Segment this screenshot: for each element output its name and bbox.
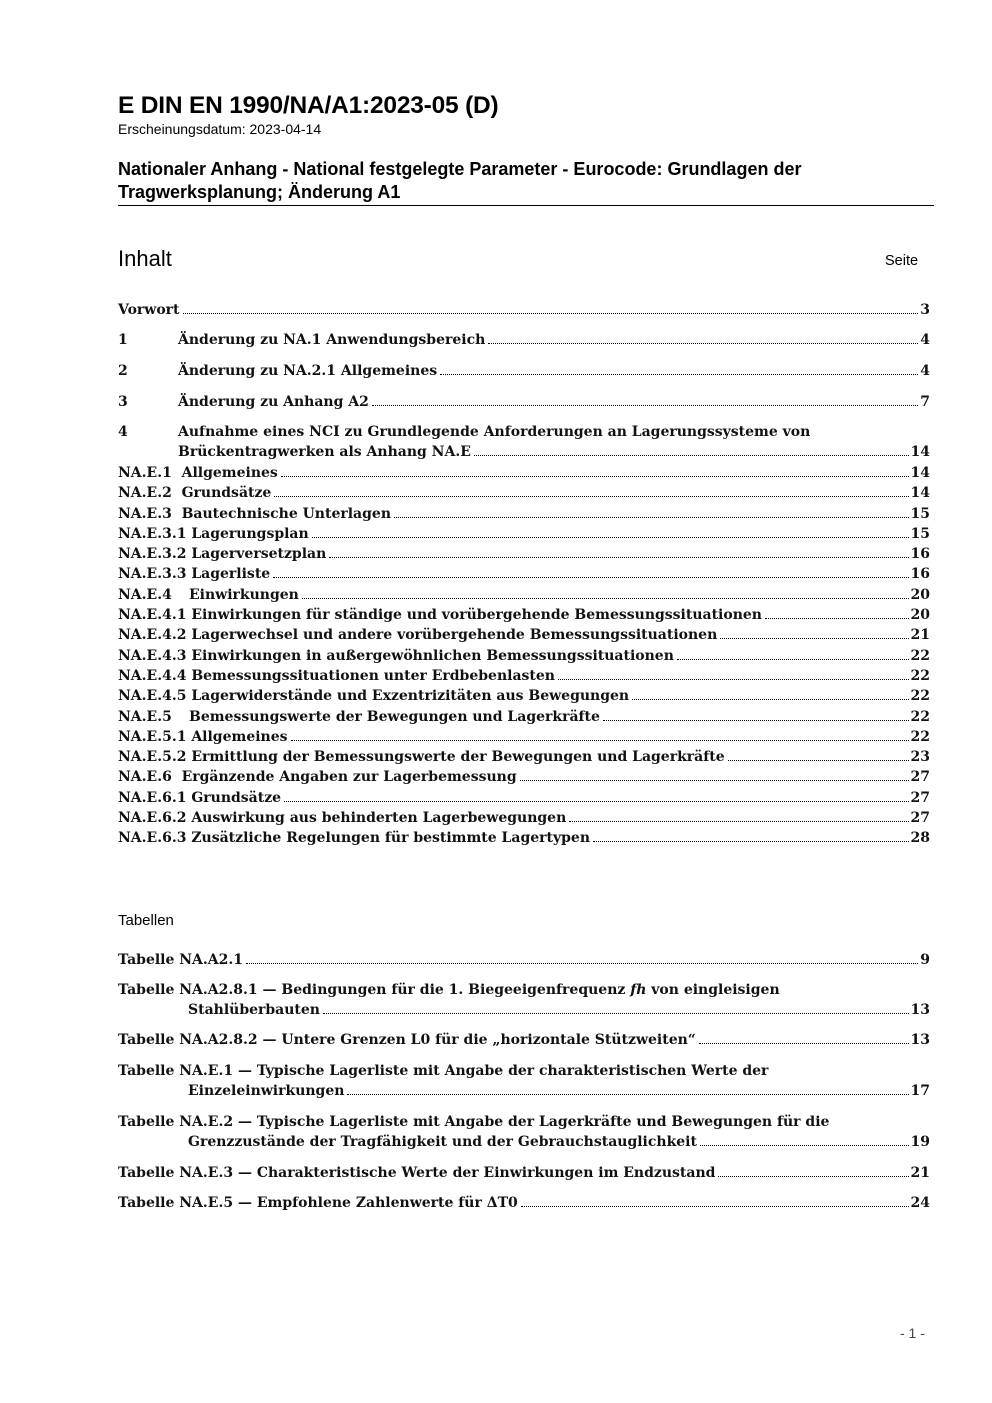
leader-dots <box>329 557 908 558</box>
toc-label: Einwirkungen <box>189 586 299 603</box>
leader-dots <box>521 1206 909 1207</box>
subtitle-line-1: Nationaler Anhang - National festgelegte Parameter - Eurocode: Grundlagen der <box>118 159 802 179</box>
toc-entry-na-e-4-4[interactable] <box>118 668 930 688</box>
toc-number: NA.E.6 <box>118 769 172 786</box>
toc-number: NA.E.5.1 <box>118 728 187 745</box>
toc-page: 22 <box>910 708 930 725</box>
toc-label: Bemessungssituationen unter Erdbebenlasten <box>191 667 555 684</box>
leader-dots <box>488 343 918 344</box>
table-entry-a2-8-2[interactable] <box>118 1032 930 1052</box>
leader-dots <box>274 496 908 497</box>
symbol-fh: fh <box>630 982 647 998</box>
toc-label: Änderung zu NA.1 Anwendungsbereich <box>178 332 486 348</box>
toc-page: 20 <box>910 586 930 603</box>
toc-page: 22 <box>910 667 930 684</box>
leader-dots <box>474 455 909 456</box>
table-page: 17 <box>910 1083 930 1099</box>
toc-label: Lagerliste <box>191 566 271 583</box>
toc-number: NA.E.6.1 <box>118 789 187 806</box>
toc-entry-na-e-6-2[interactable] <box>118 810 930 830</box>
toc-number: NA.E.4.2 <box>118 627 187 644</box>
toc-label: Grundsätze <box>191 789 282 806</box>
leader-dots <box>284 801 908 802</box>
leader-dots <box>302 598 909 599</box>
leader-dots <box>312 537 909 538</box>
table-page: 24 <box>910 1195 930 1211</box>
toc-page: 7 <box>920 394 930 410</box>
toc-entry-na-e-4-1[interactable] <box>118 607 930 627</box>
leader-dots <box>323 1013 909 1014</box>
toc-label: Allgemeines <box>181 465 278 481</box>
toc-number: NA.E.6.3 <box>118 830 187 847</box>
toc-number: NA.E.6.2 <box>118 810 187 827</box>
table-label-line-1: Tabelle NA.E.2 — Typische Lagerliste mit Angabe der Lagerkräfte und Bewegungen für die <box>118 1114 830 1130</box>
table-label: Tabelle NA.E.5 — Empfohlene Zahlenwerte für ΔT0 <box>118 1195 518 1211</box>
table-label: Tabelle NA.A2.1 <box>118 952 244 968</box>
toc-entry-na-e-1[interactable] <box>118 465 930 485</box>
leader-dots <box>347 1094 908 1095</box>
leader-dots <box>246 963 918 964</box>
leader-dots <box>632 699 908 700</box>
toc-page: 14 <box>910 465 930 481</box>
toc-number: 3 <box>118 394 128 410</box>
leader-dots <box>603 720 909 721</box>
toc-label: Einwirkungen für ständige und vorübergehende Bemessungssituationen <box>191 607 762 624</box>
toc-label: Zusätzliche Regelungen für bestimmte Lagertypen <box>191 830 591 847</box>
contents-heading: Inhalt <box>118 246 172 271</box>
toc-label: Allgemeines <box>191 728 288 745</box>
toc-label: Grundsätze <box>181 485 272 502</box>
toc-label: Lagerversetzplan <box>191 546 327 563</box>
toc-label-line-2: Brückentragwerken als Anhang NA.E <box>178 444 471 461</box>
toc-entry-na-e-3[interactable] <box>118 506 930 526</box>
toc-entry-na-e-5-2[interactable] <box>118 749 930 769</box>
toc-number: NA.E.5.2 <box>118 749 187 766</box>
toc-page: 15 <box>910 505 930 522</box>
table-entry-a2-8-1[interactable] <box>118 982 930 1022</box>
toc-number: NA.E.4 <box>118 586 172 603</box>
toc-entry-na-e-2[interactable] <box>118 485 930 505</box>
leader-dots <box>569 821 908 822</box>
table-page: 19 <box>910 1134 930 1150</box>
leader-dots <box>728 760 909 761</box>
toc-label: Änderung zu Anhang A2 <box>178 394 369 410</box>
page-number: - 1 - <box>900 1325 925 1341</box>
leader-dots <box>394 517 909 518</box>
toc-label: Ermittlung der Bemessungswerte der Bewegungen und Lagerkräfte <box>191 749 725 766</box>
leader-dots <box>718 1176 908 1177</box>
leader-dots <box>720 638 908 639</box>
table-label-line-2: Grenzzustände der Tragfähigkeit und der Gebrauchstauglichkeit <box>188 1134 697 1150</box>
toc-entry-na-e-6-1[interactable] <box>118 790 930 810</box>
header-rule <box>118 205 934 206</box>
leader-dots <box>372 405 918 406</box>
leader-dots <box>281 476 909 477</box>
table-entry-na-e-3[interactable] <box>118 1165 930 1185</box>
toc-page: 21 <box>910 627 930 644</box>
leader-dots <box>677 659 909 660</box>
leader-dots <box>699 1043 909 1044</box>
leader-dots <box>440 374 918 375</box>
table-label: Tabelle NA.E.3 — Charakteristische Werte der Einwirkungen im Endzustand <box>118 1165 716 1181</box>
table-page: 21 <box>910 1165 930 1181</box>
page-column-label: Seite <box>885 253 919 269</box>
toc-page: 20 <box>910 607 930 624</box>
toc-page: 15 <box>910 525 930 542</box>
toc-number: NA.E.1 <box>118 465 172 481</box>
table-label-line-2: Stahlüberbauten <box>188 1002 320 1018</box>
leader-dots <box>520 780 909 781</box>
toc-entry-na-e-4[interactable] <box>118 587 930 607</box>
toc-number: NA.E.4.4 <box>118 667 187 684</box>
toc-page: 16 <box>910 566 930 583</box>
toc-entry-na-e-3-1[interactable] <box>118 526 930 546</box>
toc-number: NA.E.3 <box>118 505 172 522</box>
toc-page: 16 <box>910 546 930 563</box>
toc-page: 22 <box>910 728 930 745</box>
tables-heading: Tabellen <box>118 912 174 929</box>
toc-page: 27 <box>910 769 930 786</box>
toc-subsection-list <box>118 465 930 851</box>
toc-label: Änderung zu NA.2.1 Allgemeines <box>178 363 438 379</box>
toc-number: NA.E.4.5 <box>118 688 187 705</box>
toc-label: Lagerungsplan <box>191 525 309 542</box>
toc-label: Bautechnische Unterlagen <box>181 505 392 522</box>
toc-label: Auswirkung aus behinderten Lagerbewegungen <box>191 810 567 827</box>
toc-page: 14 <box>910 444 930 461</box>
toc-page: 23 <box>910 749 930 766</box>
toc-label: Ergänzende Angaben zur Lagerbemessung <box>181 769 517 786</box>
toc-number: NA.E.3.1 <box>118 525 187 542</box>
toc-label: Lagerwiderstände und Exzentrizitäten aus Bewegungen <box>191 688 630 705</box>
leader-dots <box>700 1145 909 1146</box>
toc-page: 27 <box>910 789 930 806</box>
toc-number: 4 <box>118 424 128 440</box>
toc-entry-na-e-3-3[interactable] <box>118 566 930 586</box>
toc-number: NA.E.2 <box>118 485 172 502</box>
table-entry-na-e-2[interactable] <box>118 1114 930 1154</box>
toc-entry-4[interactable] <box>118 424 930 465</box>
publication-date: Erscheinungsdatum: 2023-04-14 <box>118 121 322 137</box>
toc-entry-na-e-3-2[interactable] <box>118 546 930 566</box>
toc-entry-vorwort[interactable] <box>118 302 930 322</box>
table-entry-na-e-5[interactable] <box>118 1195 930 1215</box>
table-page: 9 <box>920 952 930 968</box>
leader-dots <box>593 841 908 842</box>
toc-entry-na-e-4-3[interactable] <box>118 648 930 668</box>
document-title: E DIN EN 1990/NA/A1:2023-05 (D) <box>118 92 499 119</box>
toc-label: Vorwort <box>118 302 180 318</box>
table-label-line-1: Tabelle NA.E.1 — Typische Lagerliste mit Angabe der charakteristischen Werte der <box>118 1063 769 1079</box>
leader-dots <box>273 577 908 578</box>
toc-entry-na-e-5-1[interactable] <box>118 729 930 749</box>
toc-entry-2[interactable] <box>118 363 930 383</box>
table-page: 13 <box>910 1002 930 1018</box>
leader-dots <box>765 618 909 619</box>
table-label-line-1: Tabelle NA.A2.8.1 — Bedingungen für die 1. Biegeeigenfrequenz fh von eingleisigen <box>118 982 780 998</box>
toc-label: Bemessungswerte der Bewegungen und Lagerkräfte <box>189 708 600 725</box>
table-entry-a2-1[interactable] <box>118 952 930 972</box>
toc-number: NA.E.4.3 <box>118 647 187 664</box>
document-subtitle <box>118 158 934 204</box>
toc-page: 3 <box>920 302 930 318</box>
toc-number: NA.E.3.2 <box>118 546 187 563</box>
toc-entry-na-e-6-3[interactable] <box>118 830 930 850</box>
table-label: Tabelle NA.A2.8.2 — Untere Grenzen L0 für die „horizontale Stützweiten“ <box>118 1032 696 1048</box>
table-page: 13 <box>910 1032 930 1048</box>
toc-page: 22 <box>910 688 930 705</box>
toc-number: NA.E.3.3 <box>118 566 187 583</box>
toc-number: NA.E.5 <box>118 708 172 725</box>
toc-number: NA.E.4.1 <box>118 607 187 624</box>
toc-page: 22 <box>910 647 930 664</box>
toc-page: 28 <box>910 830 930 847</box>
leader-dots <box>558 679 909 680</box>
toc-entry-na-e-6[interactable] <box>118 769 930 789</box>
toc-label: Lagerwechsel und andere vorübergehende Bemessungssituationen <box>191 627 718 644</box>
toc-label-line-1: Aufnahme eines NCI zu Grundlegende Anforderungen an Lagerungssysteme von <box>178 424 811 440</box>
toc-entry-na-e-4-5[interactable] <box>118 688 930 708</box>
toc-entry-1[interactable] <box>118 332 930 352</box>
toc-page: 14 <box>910 485 930 502</box>
toc-page: 27 <box>910 810 930 827</box>
leader-dots <box>291 740 909 741</box>
toc-entry-na-e-5[interactable] <box>118 709 930 729</box>
table-label-line-2: Einzeleinwirkungen <box>188 1083 345 1099</box>
toc-page: 4 <box>920 332 930 348</box>
table-entry-na-e-1[interactable] <box>118 1063 930 1103</box>
toc-entry-na-e-4-2[interactable] <box>118 627 930 647</box>
toc-label: Einwirkungen in außergewöhnlichen Bemessungssituationen <box>191 647 674 664</box>
toc-number: 2 <box>118 363 128 379</box>
toc-entry-3[interactable] <box>118 394 930 414</box>
subtitle-line-2: Tragwerksplanung; Änderung A1 <box>118 182 401 202</box>
toc-number: 1 <box>118 332 128 348</box>
toc-page: 4 <box>920 363 930 379</box>
leader-dots <box>183 313 919 314</box>
